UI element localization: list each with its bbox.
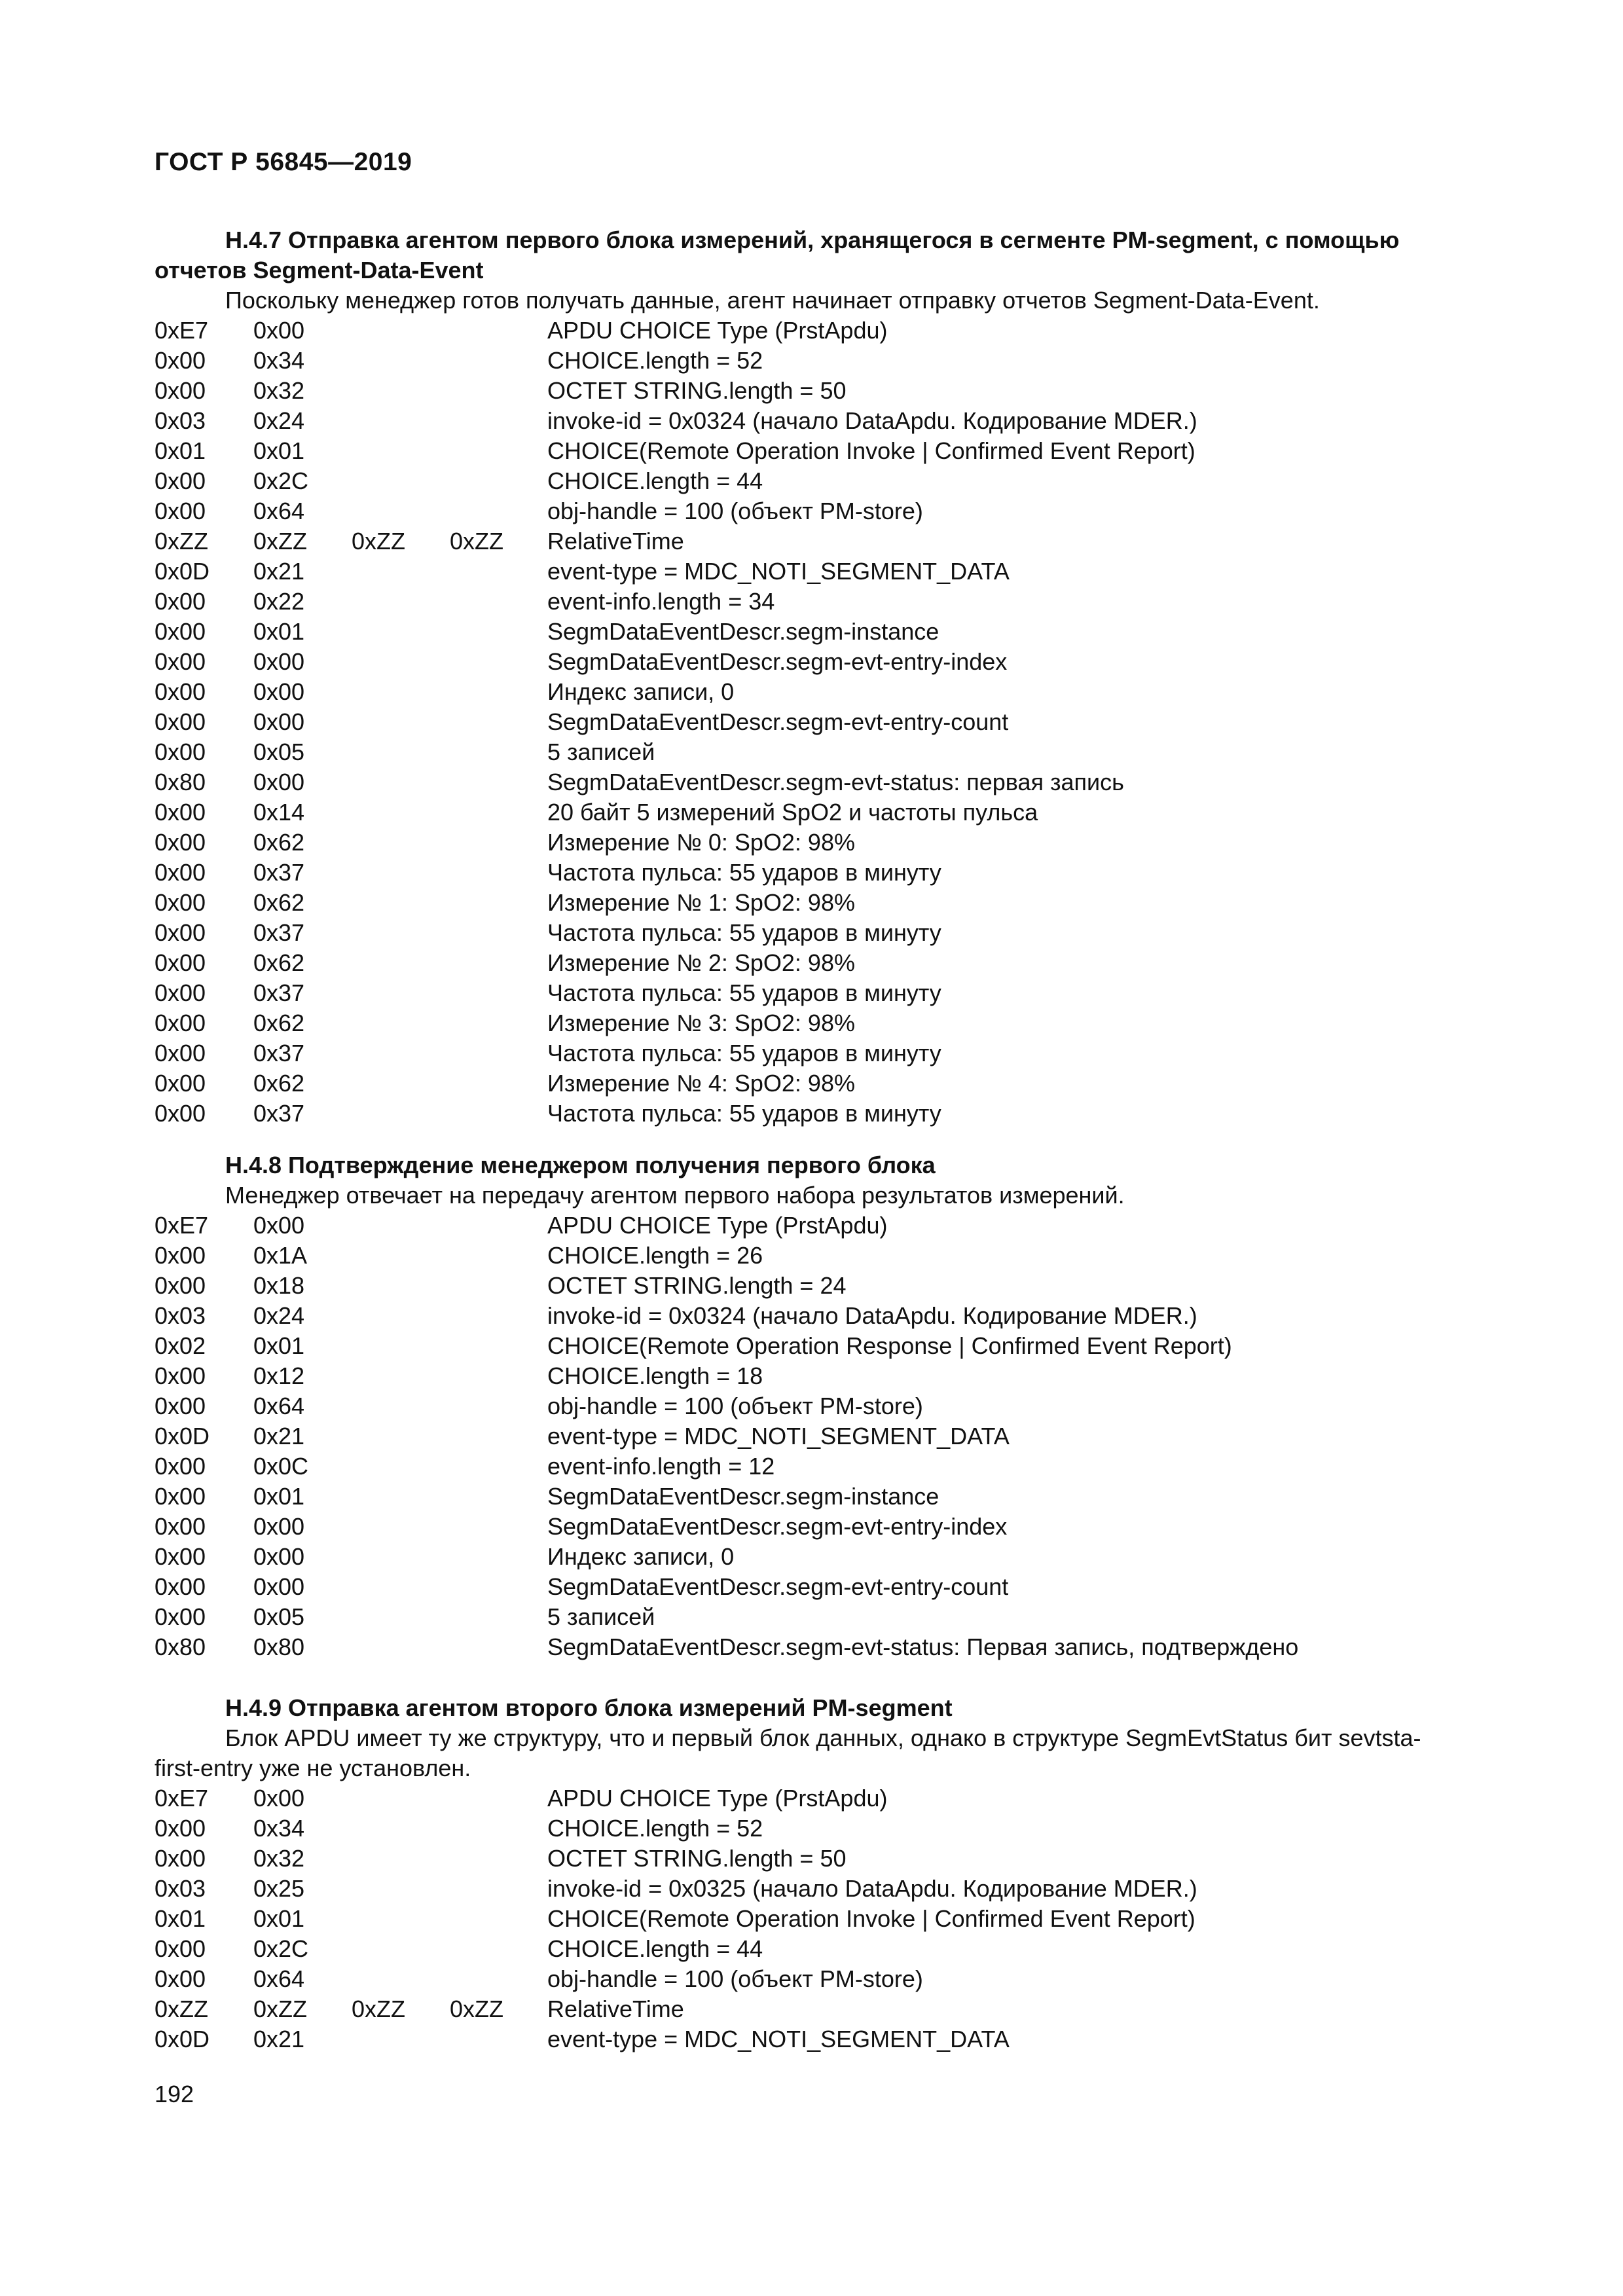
field-description: OCTET STRING.length = 50 xyxy=(547,1845,847,1872)
field-description: CHOICE.length = 18 xyxy=(547,1362,763,1389)
byte-2: 0x05 xyxy=(253,738,305,765)
section-h-4-7 xyxy=(0,225,1623,1129)
byte-2: 0x34 xyxy=(253,347,305,374)
table-row xyxy=(0,617,1623,647)
byte-1: 0x00 xyxy=(155,498,206,524)
table-row xyxy=(0,496,1623,526)
table-row xyxy=(0,1361,1623,1391)
field-description: event-info.length = 34 xyxy=(547,588,775,615)
field-description: Частота пульса: 55 ударов в минуту xyxy=(547,979,941,1006)
field-description: invoke-id = 0x0324 (начало DataApdu. Кодирование MDER.) xyxy=(547,407,1197,434)
byte-1: 0x03 xyxy=(155,407,206,434)
table-row xyxy=(0,978,1623,1008)
byte-2: 0x12 xyxy=(253,1362,305,1389)
byte-1: 0x00 xyxy=(155,1272,206,1299)
byte-2: 0x00 xyxy=(253,1212,305,1239)
byte-2: 0x34 xyxy=(253,1815,305,1842)
byte-1: 0x80 xyxy=(155,769,206,795)
byte-1: 0x00 xyxy=(155,1845,206,1872)
field-description: Измерение № 0: SpO2: 98% xyxy=(547,829,855,856)
field-description: Индекс записи, 0 xyxy=(547,1543,735,1570)
byte-1: 0x00 xyxy=(155,1453,206,1480)
field-description: CHOICE.length = 44 xyxy=(547,467,763,494)
field-description: Индекс записи, 0 xyxy=(547,678,735,705)
table-row xyxy=(0,406,1623,436)
byte-1: 0xZZ xyxy=(155,528,209,555)
byte-1: 0x00 xyxy=(155,1603,206,1630)
byte-1: 0x00 xyxy=(155,708,206,735)
byte-2: 0x62 xyxy=(253,1070,305,1097)
field-description: Частота пульса: 55 ударов в минуту xyxy=(547,859,941,886)
byte-1: 0x0D xyxy=(155,558,210,585)
byte-2: 0x2C xyxy=(253,1935,309,1962)
table-row xyxy=(0,1512,1623,1542)
byte-2: 0xZZ xyxy=(253,528,308,555)
byte-2: 0x64 xyxy=(253,1393,305,1419)
table-row xyxy=(0,1904,1623,1934)
byte-1: 0x00 xyxy=(155,1483,206,1510)
byte-2: 0x37 xyxy=(253,919,305,946)
byte-1: 0x03 xyxy=(155,1302,206,1329)
byte-1: 0xZZ xyxy=(155,1995,209,2022)
table-row xyxy=(0,1331,1623,1361)
table-row xyxy=(0,466,1623,496)
byte-2: 0x25 xyxy=(253,1875,305,1902)
byte-2: 0x00 xyxy=(253,1785,305,1812)
field-description: CHOICE.length = 26 xyxy=(547,1242,763,1269)
byte-1: 0x00 xyxy=(155,889,206,916)
byte-1: 0x00 xyxy=(155,1010,206,1036)
table-row xyxy=(0,1451,1623,1482)
byte-2: 0x01 xyxy=(253,1483,305,1510)
table-row xyxy=(0,858,1623,888)
byte-2: 0x14 xyxy=(253,799,305,826)
byte-1: 0x0D xyxy=(155,2026,210,2052)
field-description: RelativeTime xyxy=(547,528,684,555)
field-description: OCTET STRING.length = 24 xyxy=(547,1272,847,1299)
byte-1: 0xE7 xyxy=(155,1212,209,1239)
byte-1: 0x00 xyxy=(155,1100,206,1127)
table-row xyxy=(0,316,1623,346)
field-description: Частота пульса: 55 ударов в минуту xyxy=(547,1100,941,1127)
byte-2: 0x01 xyxy=(253,618,305,645)
field-description: SegmDataEventDescr.segm-evt-status: первая запись xyxy=(547,769,1124,795)
byte-2: 0x37 xyxy=(253,1040,305,1066)
section-intro: Блок APDU имеет ту же структуру, что и первый блок данных, однако в структуре SegmEvtStatus бит sevtsta-first-entry уже не установлен. xyxy=(155,1724,1421,1781)
table-row xyxy=(0,1632,1623,1662)
table-row xyxy=(0,376,1623,406)
byte-1: 0x00 xyxy=(155,919,206,946)
byte-1: 0x03 xyxy=(155,1875,206,1902)
byte-1: 0x00 xyxy=(155,1040,206,1066)
byte-table xyxy=(0,1211,1623,1662)
table-row xyxy=(0,1783,1623,1813)
field-description: APDU CHOICE Type (PrstApdu) xyxy=(547,317,888,344)
byte-2: 0x00 xyxy=(253,708,305,735)
byte-1: 0xE7 xyxy=(155,317,209,344)
byte-1: 0x01 xyxy=(155,1905,206,1932)
byte-2: 0x18 xyxy=(253,1272,305,1299)
table-row xyxy=(0,1008,1623,1038)
byte-2: 0x32 xyxy=(253,377,305,404)
byte-1: 0x00 xyxy=(155,979,206,1006)
byte-2: 0x37 xyxy=(253,979,305,1006)
byte-2: 0x00 xyxy=(253,678,305,705)
section-title: H.4.8 Подтверждение менеджером получения первого блока xyxy=(225,1152,936,1178)
field-description: event-info.length = 12 xyxy=(547,1453,775,1480)
byte-1: 0x00 xyxy=(155,859,206,886)
byte-2: 0x62 xyxy=(253,829,305,856)
byte-1: 0x00 xyxy=(155,1573,206,1600)
field-description: Частота пульса: 55 ударов в минуту xyxy=(547,919,941,946)
byte-2: 0x64 xyxy=(253,1965,305,1992)
table-row xyxy=(0,1934,1623,1964)
table-row xyxy=(0,828,1623,858)
document-header: ГОСТ Р 56845—2019 xyxy=(155,148,412,176)
byte-2: 0x00 xyxy=(253,317,305,344)
table-row xyxy=(0,1271,1623,1301)
section-title: H.4.9 Отправка агентом второго блока измерений PM-segment xyxy=(225,1694,953,1721)
byte-2: 0x24 xyxy=(253,1302,305,1329)
byte-1: 0x00 xyxy=(155,1935,206,1962)
table-row xyxy=(0,1068,1623,1099)
byte-2: 0x21 xyxy=(253,2026,305,2052)
field-description: Измерение № 3: SpO2: 98% xyxy=(547,1010,855,1036)
byte-2: 0x62 xyxy=(253,889,305,916)
byte-1: 0x00 xyxy=(155,377,206,404)
field-description: APDU CHOICE Type (PrstApdu) xyxy=(547,1785,888,1812)
byte-1: 0x00 xyxy=(155,1362,206,1389)
table-row xyxy=(0,707,1623,737)
field-description: Частота пульса: 55 ударов в минуту xyxy=(547,1040,941,1066)
byte-1: 0x00 xyxy=(155,648,206,675)
field-description: Измерение № 4: SpO2: 98% xyxy=(547,1070,855,1097)
table-row xyxy=(0,1301,1623,1331)
table-row xyxy=(0,767,1623,797)
byte-2: 0x00 xyxy=(253,648,305,675)
section-title: H.4.7 Отправка агентом первого блока измерений, хранящегося в сегменте PM-segment, с помощью отчетов Segment-Data-Event xyxy=(155,227,1400,283)
section-intro: Поскольку менеджер готов получать данные, агент начинает отправку отчетов Segment-Data-Event. xyxy=(225,287,1320,314)
field-description: SegmDataEventDescr.segm-evt-entry-index xyxy=(547,1513,1008,1540)
byte-1: 0x00 xyxy=(155,678,206,705)
byte-2: 0x62 xyxy=(253,949,305,976)
byte-2: 0x01 xyxy=(253,437,305,464)
byte-1: 0x00 xyxy=(155,799,206,826)
field-description: Измерение № 2: SpO2: 98% xyxy=(547,949,855,976)
table-row xyxy=(0,918,1623,948)
table-row xyxy=(0,1099,1623,1129)
byte-2: 0x01 xyxy=(253,1905,305,1932)
field-description: 5 записей xyxy=(547,1603,655,1630)
table-row xyxy=(0,1038,1623,1068)
byte-2: 0x2C xyxy=(253,467,309,494)
field-description: invoke-id = 0x0324 (начало DataApdu. Кодирование MDER.) xyxy=(547,1302,1197,1329)
byte-2: 0x21 xyxy=(253,558,305,585)
byte-2: 0x37 xyxy=(253,1100,305,1127)
table-row xyxy=(0,677,1623,707)
field-description: APDU CHOICE Type (PrstApdu) xyxy=(547,1212,888,1239)
table-row xyxy=(0,1964,1623,1994)
table-row xyxy=(0,1542,1623,1572)
byte-1: 0x00 xyxy=(155,1965,206,1992)
byte-1: 0x02 xyxy=(155,1332,206,1359)
page-number: 192 xyxy=(155,2081,194,2107)
byte-3: 0xZZ xyxy=(352,528,406,555)
byte-2: 0x01 xyxy=(253,1332,305,1359)
byte-2: 0x1A xyxy=(253,1242,308,1269)
table-row xyxy=(0,1421,1623,1451)
byte-1: 0x00 xyxy=(155,1242,206,1269)
table-row xyxy=(0,1813,1623,1844)
byte-1: 0x01 xyxy=(155,437,206,464)
table-row xyxy=(0,737,1623,767)
field-description: SegmDataEventDescr.segm-evt-entry-index xyxy=(547,648,1008,675)
byte-1: 0x00 xyxy=(155,1815,206,1842)
field-description: 20 байт 5 измерений SpO2 и частоты пульса xyxy=(547,799,1038,826)
table-row xyxy=(0,526,1623,556)
field-description: Измерение № 1: SpO2: 98% xyxy=(547,889,855,916)
field-description: event-type = MDC_NOTI_SEGMENT_DATA xyxy=(547,2026,1010,2052)
field-description: SegmDataEventDescr.segm-instance xyxy=(547,1483,939,1510)
table-row xyxy=(0,1211,1623,1241)
byte-1: 0x00 xyxy=(155,738,206,765)
byte-1: 0x00 xyxy=(155,347,206,374)
byte-1: 0x00 xyxy=(155,1393,206,1419)
byte-2: 0x62 xyxy=(253,1010,305,1036)
table-row xyxy=(0,948,1623,978)
byte-2: 0x21 xyxy=(253,1423,305,1449)
field-description: obj-handle = 100 (объект PM-store) xyxy=(547,1965,923,1992)
field-description: invoke-id = 0x0325 (начало DataApdu. Кодирование MDER.) xyxy=(547,1875,1197,1902)
byte-1: 0x00 xyxy=(155,467,206,494)
field-description: SegmDataEventDescr.segm-evt-entry-count xyxy=(547,708,1009,735)
byte-2: 0x37 xyxy=(253,859,305,886)
byte-1: 0x00 xyxy=(155,1070,206,1097)
table-row xyxy=(0,346,1623,376)
section-h-4-9 xyxy=(0,1693,1623,2054)
byte-3: 0xZZ xyxy=(352,1995,406,2022)
byte-2: 0x00 xyxy=(253,1573,305,1600)
byte-1: 0xE7 xyxy=(155,1785,209,1812)
table-row xyxy=(0,1874,1623,1904)
byte-1: 0x00 xyxy=(155,829,206,856)
table-row xyxy=(0,1482,1623,1512)
byte-2: 0x05 xyxy=(253,1603,305,1630)
byte-2: 0x64 xyxy=(253,498,305,524)
byte-2: 0x00 xyxy=(253,769,305,795)
field-description: CHOICE.length = 52 xyxy=(547,347,763,374)
byte-table xyxy=(0,316,1623,1129)
section-h-4-8 xyxy=(0,1150,1623,1662)
table-row xyxy=(0,797,1623,828)
field-description: SegmDataEventDescr.segm-instance xyxy=(547,618,939,645)
byte-2: 0xZZ xyxy=(253,1995,308,2022)
field-description: RelativeTime xyxy=(547,1995,684,2022)
byte-1: 0x80 xyxy=(155,1633,206,1660)
table-row xyxy=(0,1844,1623,1874)
field-description: event-type = MDC_NOTI_SEGMENT_DATA xyxy=(547,558,1010,585)
field-description: obj-handle = 100 (объект PM-store) xyxy=(547,498,923,524)
byte-1: 0x00 xyxy=(155,588,206,615)
byte-table xyxy=(0,1783,1623,2054)
table-row xyxy=(0,1391,1623,1421)
byte-2: 0x80 xyxy=(253,1633,305,1660)
byte-1: 0x00 xyxy=(155,1543,206,1570)
field-description: CHOICE.length = 44 xyxy=(547,1935,763,1962)
field-description: CHOICE(Remote Operation Invoke | Confirmed Event Report) xyxy=(547,1905,1195,1932)
byte-2: 0x00 xyxy=(253,1513,305,1540)
byte-2: 0x32 xyxy=(253,1845,305,1872)
byte-1: 0x00 xyxy=(155,1513,206,1540)
field-description: CHOICE(Remote Operation Invoke | Confirmed Event Report) xyxy=(547,437,1195,464)
byte-2: 0x00 xyxy=(253,1543,305,1570)
byte-2: 0x24 xyxy=(253,407,305,434)
byte-1: 0x00 xyxy=(155,618,206,645)
byte-2: 0x0C xyxy=(253,1453,309,1480)
table-row xyxy=(0,888,1623,918)
table-row xyxy=(0,2024,1623,2054)
section-intro: Менеджер отвечает на передачу агентом первого набора результатов измерений. xyxy=(225,1182,1125,1209)
byte-1: 0x00 xyxy=(155,949,206,976)
field-description: SegmDataEventDescr.segm-evt-status: Первая запись, подтверждено xyxy=(547,1633,1299,1660)
byte-4: 0xZZ xyxy=(450,528,504,555)
table-row xyxy=(0,647,1623,677)
field-description: obj-handle = 100 (объект PM-store) xyxy=(547,1393,923,1419)
table-row xyxy=(0,556,1623,587)
byte-4: 0xZZ xyxy=(450,1995,504,2022)
byte-1: 0x0D xyxy=(155,1423,210,1449)
table-row xyxy=(0,1994,1623,2024)
field-description: OCTET STRING.length = 50 xyxy=(547,377,847,404)
field-description: SegmDataEventDescr.segm-evt-entry-count xyxy=(547,1573,1009,1600)
table-row xyxy=(0,1572,1623,1602)
field-description: event-type = MDC_NOTI_SEGMENT_DATA xyxy=(547,1423,1010,1449)
table-row xyxy=(0,1602,1623,1632)
field-description: CHOICE(Remote Operation Response | Confirmed Event Report) xyxy=(547,1332,1232,1359)
table-row xyxy=(0,1241,1623,1271)
table-row xyxy=(0,587,1623,617)
field-description: 5 записей xyxy=(547,738,655,765)
byte-2: 0x22 xyxy=(253,588,305,615)
field-description: CHOICE.length = 52 xyxy=(547,1815,763,1842)
table-row xyxy=(0,436,1623,466)
